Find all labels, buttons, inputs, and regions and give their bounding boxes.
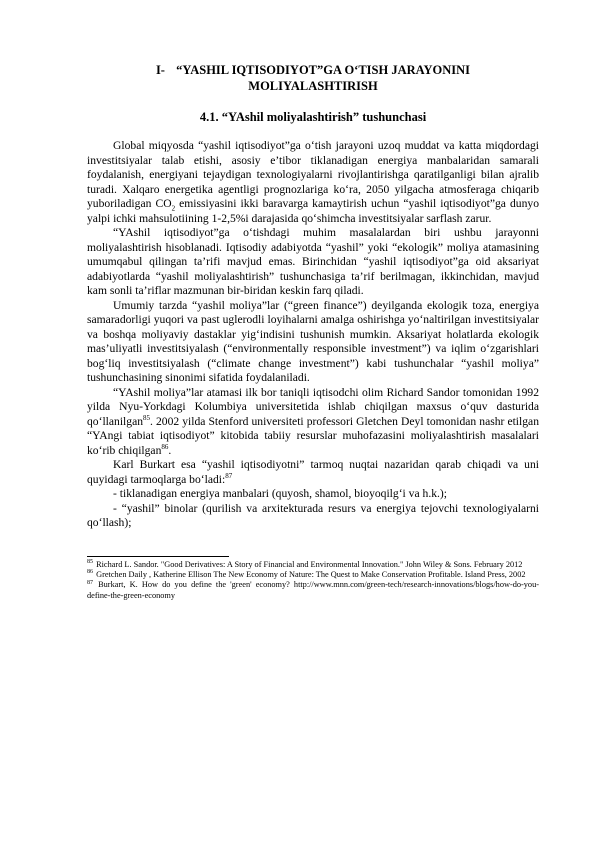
- section-heading: 4.1. “YAshil moliyalashtirish” tushunchasi: [199, 110, 427, 124]
- chapter-title-line2: MOLIYALASHTIRISH: [248, 79, 378, 93]
- chapter-title-line1: “YASHIL IQTISODIYOT”GA O‘TISH JARAYONINI: [176, 63, 471, 77]
- chapter-number: I-: [155, 63, 165, 77]
- footnote-number: 85: [87, 558, 93, 565]
- co2-subscript: 2: [171, 204, 176, 213]
- paragraph-1-text-end: emissiyasini ikki baravarga kamaytirish uchun “yashil iqtisodiyot”ga dunyo yalpi ichki mahsulotiining 1-2,5%i darajasida qo‘shimcha investitsiyalar sarflash zarur.: [87, 197, 539, 225]
- footnote-ref-85[interactable]: 85: [143, 413, 151, 422]
- paragraph-3: Umumiy tarzda “yashil moliya”lar (“green finance”) deyilganda ekologik toza, energiya samaradorligi yuqori va past uglerodli loyihalarni amalga oshirishga yo‘naltirilgan investitsiyalar va boshqa moliyaviy dastaklar yig‘indisini tushunish mumkin. Aksariyat holatlarda ekologik mas’uliyatli investitsiyalash (“environmentally responsible investment”) va iqlim o‘zgarishlari bog‘liq investitsiyalash (“climate change investment”) kabi tushunchalar “yashil moliya” tushunchasining sinonimi sifatida foydalaniladi.: [87, 298, 539, 384]
- footnote-ref-87[interactable]: 87: [225, 471, 233, 480]
- paragraph-4-part3: .: [168, 443, 172, 457]
- chapter-heading: [87, 62, 539, 94]
- paragraph-2: “YAshil iqtisodiyot”ga o‘tishdagi muhim masalalardan biri ushbu jarayonni moliyalashtirish hisoblanadi. Iqtisodiy adabiyotda “yashil” yoki “ekologik” moliya atamasining umumqabul qilingan ta’rifi mavjud emas. Birinchidan “yashil iqtisodiyot”ga oid aksariyat adabiyotlarda “yashil moliyalashtirish” tushunchasiga ta’rif berilmagan, ikkinchidan, mavjud kam sonli ta’riflar mazmunan bir-biridan keskin farq qiladi.: [87, 226, 539, 297]
- footnote-86: [87, 570, 539, 580]
- footnote-text: Burkart, K. How do you define the 'green' economy? http://www.mnn.com/green-tech/research-innovations/blogs/how-do-you-define-the-green-economy: [87, 580, 539, 600]
- paragraph-5-text: Karl Burkart esa “yashil iqtisodiyotni” tarmoq nuqtai nazaridan qarab chiqadi va uni quyidagi tarmoqlarga bo‘ladi:: [87, 458, 539, 486]
- footnote-text: Richard L. Sandor. "Good Derivatives: A Story of Financial and Environmental Innovation." John Wiley & Sons. February 2012: [94, 559, 523, 569]
- footnote-ref-86[interactable]: 86: [161, 442, 169, 451]
- footnote-number: 86: [87, 569, 93, 576]
- footnote-87: [87, 580, 539, 601]
- paragraph-5: [87, 458, 539, 487]
- list-item: - “yashil” binolar (qurilish va arxitekturada resurs va energiya tejovchi texnologiyalarni qo‘llash);: [87, 501, 539, 529]
- footnote-85: [87, 560, 539, 570]
- paragraph-1: [87, 139, 539, 226]
- paragraph-4-part1: “YAshil moliya”lar atamasi ilk bor taniqli iqtisodchi olim Richard Sandor tomonidan 1992 yilda Nyu-Yorkdagi Kolumbiya universitetida ishlab chiqilgan maxsus o‘quv dasturida qo‘llanilgan: [87, 385, 539, 428]
- list-item: - tiklanadigan energiya manbalari (quyosh, shamol, bioyoqilg‘i va h.k.);: [113, 487, 447, 500]
- footnote-divider: [87, 556, 229, 557]
- paragraph-1-text: Global miqyosda “yashil iqtisodiyot”ga o‘tish jarayoni uzoq muddat va katta miqdordagi investitsiyalar talab etishi, asosiy e’tibor tiklanadigan energiya manbalaridan samarali foydalanish, energiyani tejaydigan texnologiyalarni rivojlantirishga qaratilganligi bilan ajralib turadi. Xalqaro energetika agentligi prognozlariga ko‘ra, 2050 yilgacha atmosferaga chiqarib yuboriladigan CO: [87, 139, 539, 210]
- footnote-text: Gretchen Daily , Katherine Ellison The New Economy of Nature: The Quest to Make Conservation Profitable. Island Press, 2002: [94, 569, 526, 579]
- paragraph-4: [87, 386, 539, 459]
- footnote-number: 87: [87, 579, 93, 586]
- paragraph-4-part2: . 2002 yilda Stenford universiteti professori Gletchen Deyl tomonidan nashr etilgan “YAngi tabiat iqtisodiyot” kitobida tabiiy resurslar muhofazasini moliyalashtirish masalalari ko‘rib chiqilgan: [87, 414, 539, 457]
